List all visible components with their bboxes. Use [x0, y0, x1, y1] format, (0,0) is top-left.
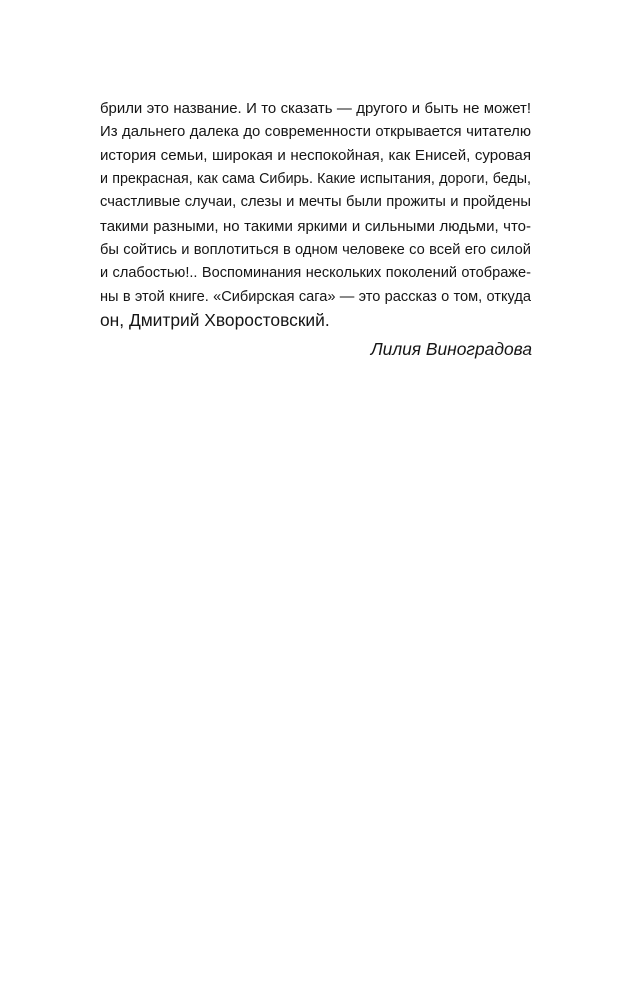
text-line: счастливые случаи, слезы и мечты были прожиты и пройдены [100, 194, 531, 211]
text-line: бы сойтись и воплотиться в одном человеке со всей его силой [100, 241, 531, 258]
text-line: такими разными, но такими яркими и сильными людьми, что- [100, 217, 531, 235]
author-signature: Лилия Виноградова [370, 339, 532, 359]
text-line: Из дальнего далека до современности открывается читателю [100, 123, 531, 140]
text-line: и слабостью!.. Воспоминания нескольких поколений отображе- [100, 265, 531, 282]
text-line: история семьи, широкая и неспокойная, как Енисей, суровая [100, 147, 531, 165]
text-line-last: он, Дмитрий Хворостовский. [100, 310, 330, 331]
text-line: брили это название. И то сказать — другого и быть не может! [100, 100, 531, 117]
text-line: ны в этой книге. «Сибирская сага» — это рассказ о том, откуда [100, 288, 531, 305]
text-line: и прекрасная, как сама Сибирь. Какие испытания, дороги, беды, [100, 170, 531, 187]
body-text [100, 97, 531, 333]
